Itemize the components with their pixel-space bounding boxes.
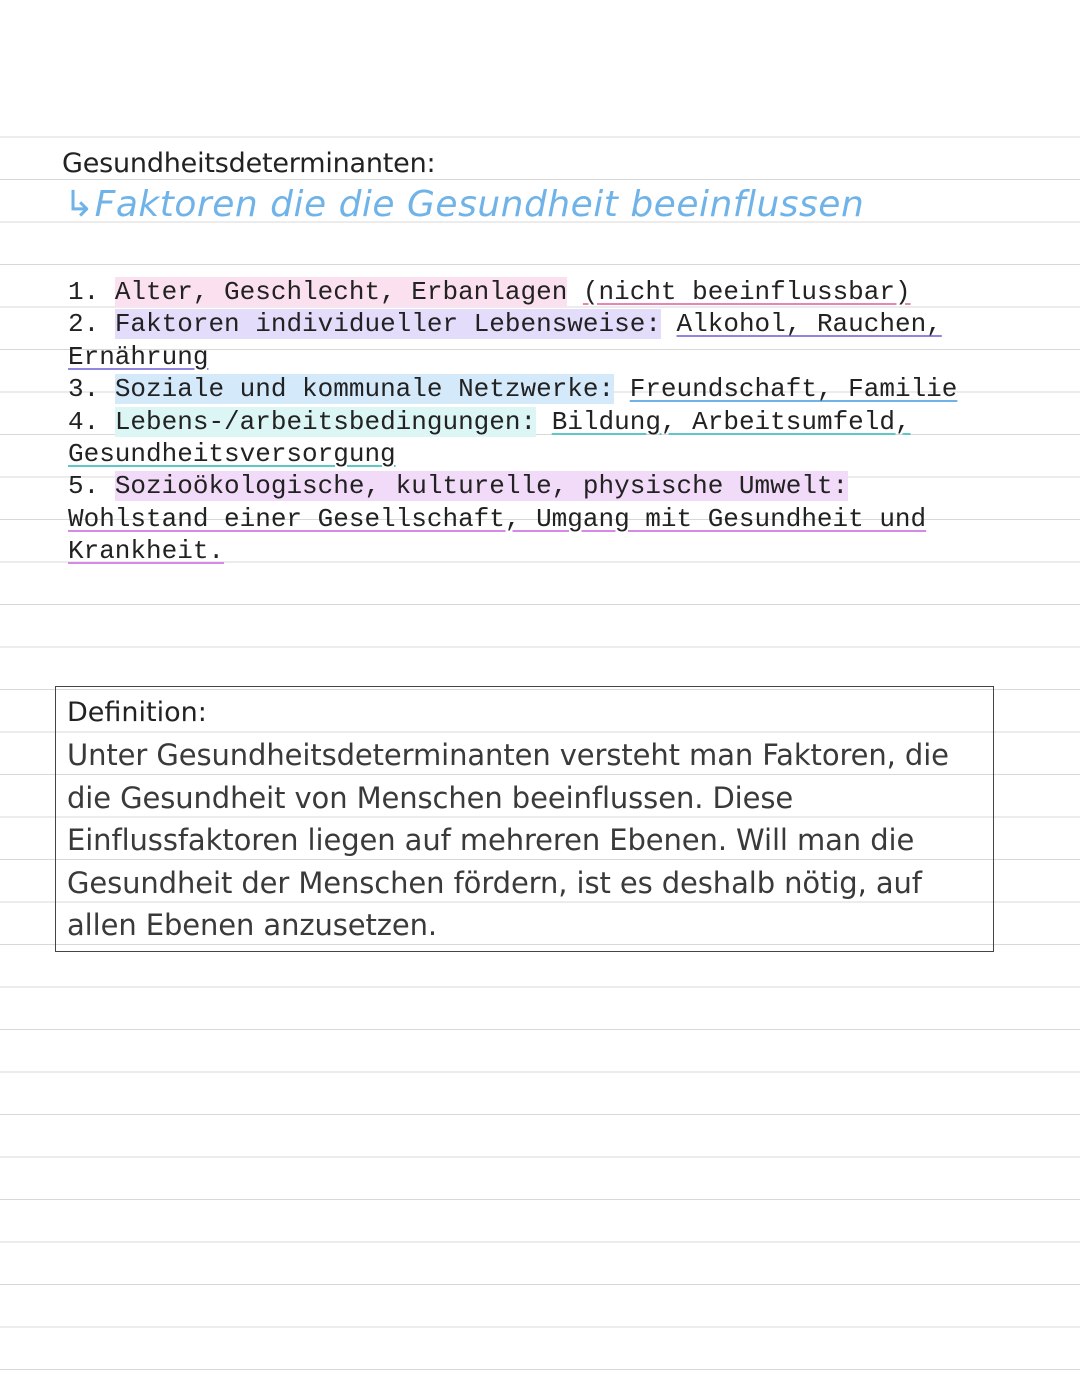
list-item	[68, 276, 968, 308]
list-item	[68, 373, 968, 405]
list-item	[68, 470, 968, 567]
item-number: 1.	[68, 277, 100, 307]
item-heading: Soziale und kommunale Netzwerke:	[114, 374, 615, 405]
determinants-list	[68, 276, 968, 568]
item-number: 4.	[68, 406, 100, 437]
list-item	[68, 308, 968, 373]
item-heading: Sozioökologische, kulturelle, physische Umwelt:	[114, 471, 849, 502]
item-separator	[661, 309, 677, 339]
item-heading: Lebens-/arbeitsbedingungen:	[114, 406, 537, 437]
item-number: 2.	[68, 309, 100, 340]
definition-text: Unter Gesundheitsdeterminanten versteht man Faktoren, die die Gesundheit von Menschen beeinflussen. Diese Einflussfaktoren liegen auf mehreren Ebenen. Will man die Gesundheit der Menschen fördern, ist es deshalb nötig, auf allen Ebenen anzusetzen.	[67, 738, 949, 943]
item-body: Alkohol, Rauchen, Ernährung	[68, 309, 942, 372]
item-body: Freundschaft, Familie	[629, 374, 958, 405]
handwritten-subtitle: ↳Faktoren die die Gesundheit beeinflussen	[64, 184, 865, 225]
item-body: (nicht beeinflussbar)	[582, 277, 911, 307]
item-heading: Alter, Geschlecht, Erbanlagen	[114, 277, 568, 307]
item-heading: Faktoren individueller Lebensweise:	[114, 309, 661, 340]
page-top-margin	[0, 0, 1080, 136]
definition-label: Definition:	[67, 697, 207, 728]
item-number: 3.	[68, 374, 100, 405]
item-body: Bildung, Arbeitsumfeld, Gesundheitsversorgung	[68, 406, 911, 470]
item-separator	[614, 374, 630, 404]
item-body: Wohlstand einer Gesellschaft, Umgang mit Gesundheit und Krankheit.	[68, 503, 927, 567]
item-number: 5.	[68, 471, 100, 502]
list-item	[68, 406, 968, 471]
item-separator	[567, 277, 583, 307]
item-separator	[536, 407, 552, 437]
page-title: Gesundheitsdeterminanten:	[62, 148, 436, 179]
